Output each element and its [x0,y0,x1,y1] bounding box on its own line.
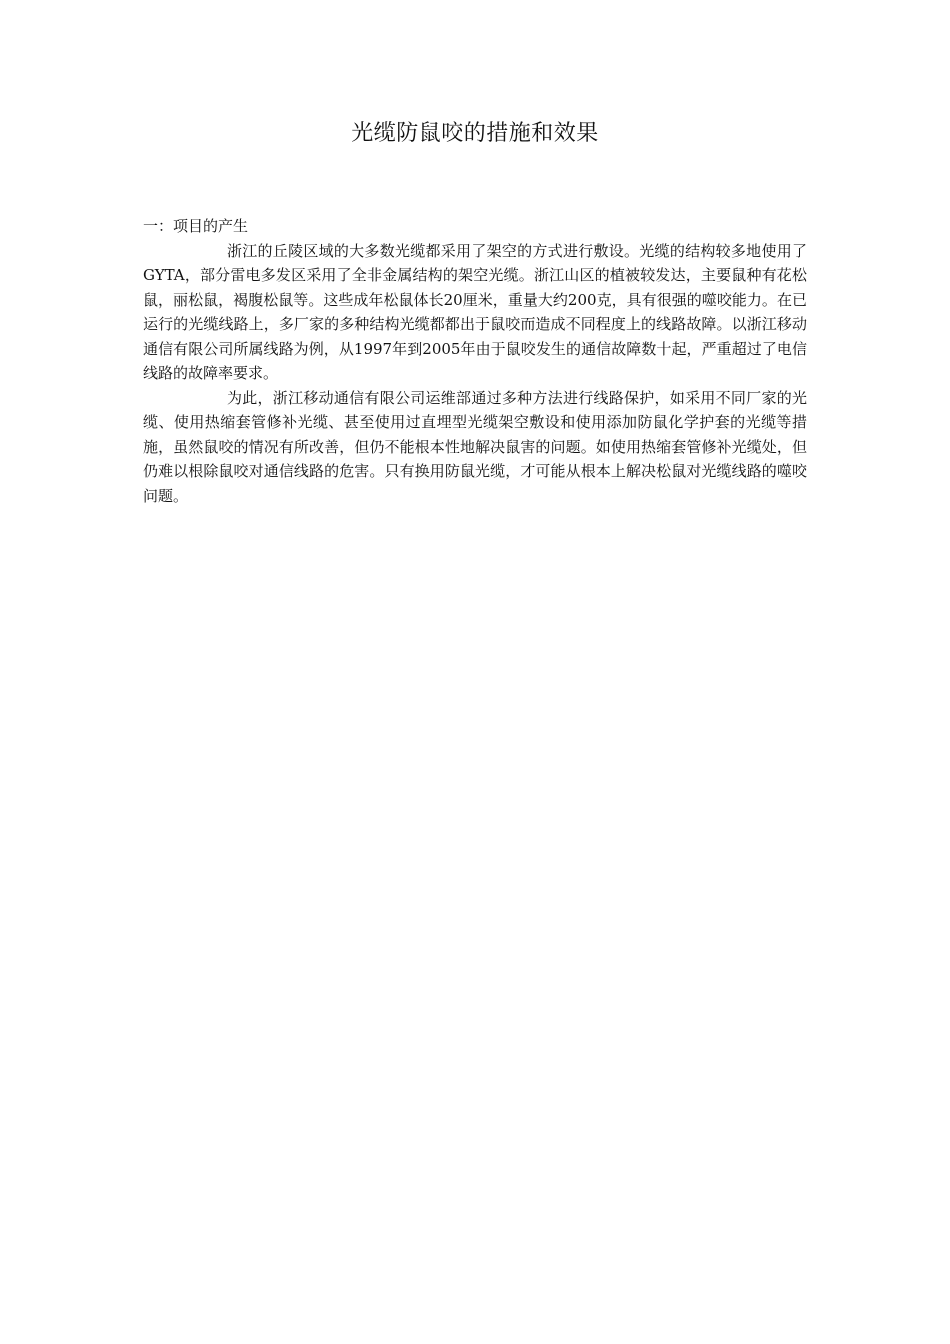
paragraph-1: 浙江的丘陵区域的大多数光缆都采用了架空的方式进行敷设。光缆的结构较多地使用了GYTA，部分雷电多发区采用了全非金属结构的架空光缆。浙江山区的植被较发达，主要鼠种有花松鼠，丽松鼠，褐腹松鼠等。这些成年松鼠体长20厘米，重量大约200克，具有很强的噬咬能力。在已运行的光缆线路上，多厂家的多种结构光缆都都出于鼠咬而造成不同程度上的线路故障。以浙江移动通信有限公司所属线路为例，从1997年到2005年由于鼠咬发生的通信故障数十起，严重超过了电信线路的故障率要求。 [143,241,807,382]
document-title: 光缆防鼠咬的措施和效果 [351,121,599,146]
paragraph-2: 为此，浙江移动通信有限公司运维部通过多种方法进行线路保护，如采用不同厂家的光缆、使用热缩套管修补光缆、甚至使用过直埋型光缆架空敷设和使用添加防鼠化学护套的光缆等措施，虽然鼠咬的情况有所改善，但仍不能根本性地解决鼠害的问题。如使用热缩套管修补光缆处，但仍难以根除鼠咬对通信线路的危害。只有换用防鼠光缆，才可能从根本上解决松鼠对光缆线路的噬咬问题。 [143,388,807,505]
section-heading: 一：项目的产生 [143,217,249,235]
document-body [143,214,807,508]
